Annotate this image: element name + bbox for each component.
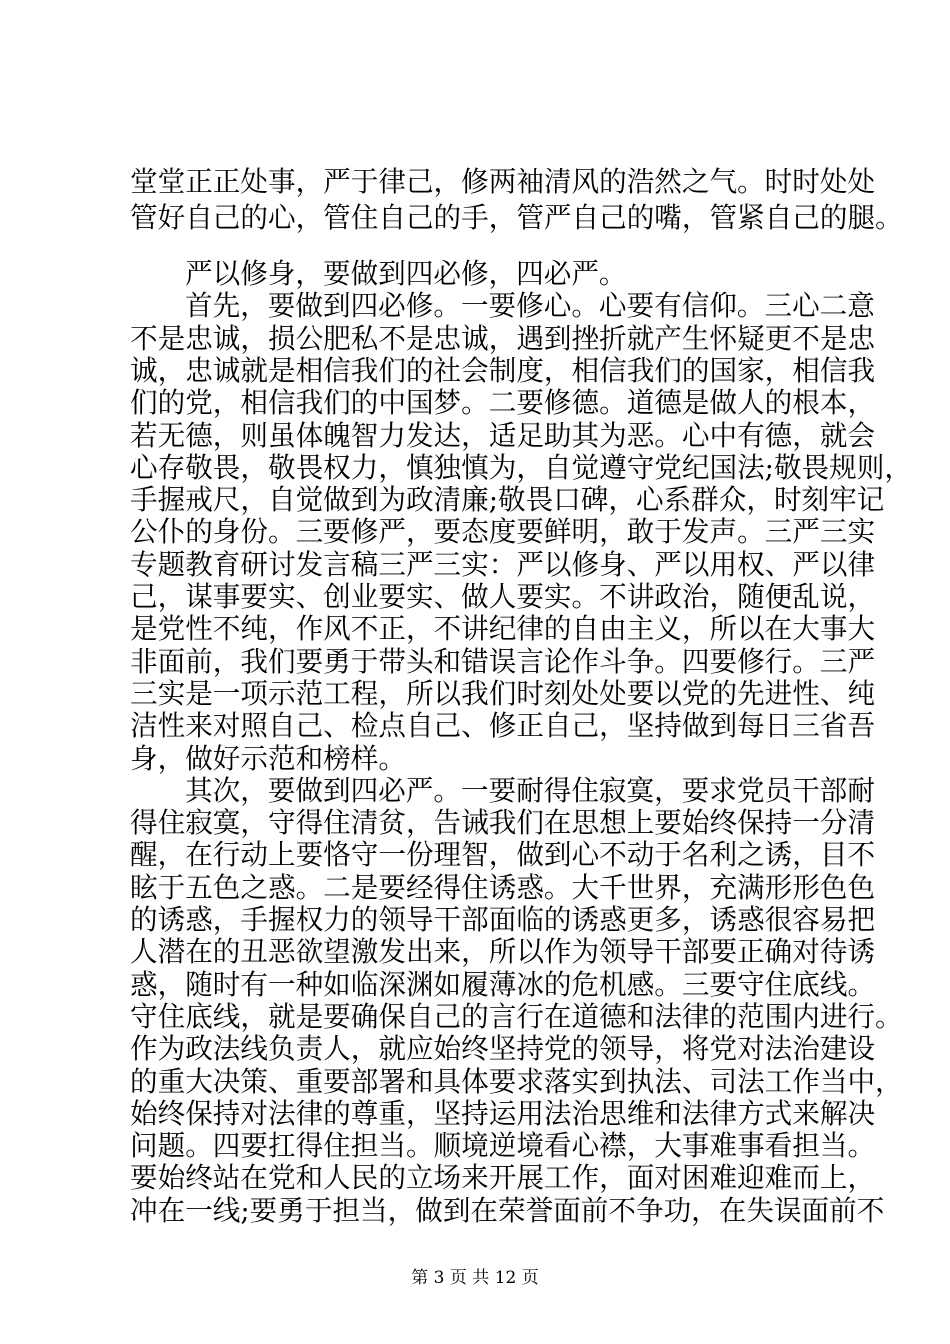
text-line: 管好自己的心，管住自己的手，管严自己的嘴，管紧自己的腿。 — [130, 201, 903, 234]
text-line: 守住底线，就是要确保自己的言行在道德和法律的范围内进行。 — [130, 999, 903, 1033]
text-line: 身，做好示范和榜样。 — [130, 741, 406, 775]
text-line: 公仆的身份。三要修严，要态度要鲜明，敢于发声。三严三实 — [130, 515, 876, 549]
text-line: 非面前，我们要勇于带头和错误言论作斗争。四要修行。三严 — [130, 644, 876, 678]
text-line: 首先，要做到四必修。一要修心。心要有信仰。三心二意 — [185, 289, 875, 323]
page-footer: 第 3 页 共 12 页 — [411, 1268, 539, 1288]
text-line: 的诱惑，手握权力的领导干部面临的诱惑更多，诱惑很容易把 — [130, 903, 876, 936]
text-line: 手握戒尺，自觉做到为政清廉;敬畏口碑，心系群众，时刻牢记 — [130, 483, 885, 517]
text-line: 三实是一项示范工程，所以我们时刻处处要以党的先进性、纯 — [130, 676, 876, 710]
text-line: 冲在一线;要勇于担当，做到在荣誉面前不争功，在失误面前不 — [130, 1193, 885, 1227]
text-line: 洁性来对照自己、检点自己、修正自己，坚持做到每日三省吾 — [130, 709, 876, 743]
text-line: 不是忠诚，损公肥私不是忠诚，遇到挫折就产生怀疑更不是忠 — [130, 321, 876, 355]
text-line: 若无德，则虽体魄智力发达，适足助其为恶。心中有德，就会 — [130, 418, 876, 452]
text-line: 人潜在的丑恶欲望激发出来，所以作为领导干部要正确对待诱 — [130, 935, 876, 969]
text-line: 们的党，相信我们的中国梦。二要修德。道德是做人的根本， — [130, 386, 876, 420]
text-line: 其次，要做到四必严。一要耐得住寂寞，要求党员干部耐 — [185, 773, 875, 807]
text-line: 得住寂寞，守得住清贫，告诫我们在思想上要始终保持一分清 — [130, 806, 876, 840]
text-line: 严以修身，要做到四必修，四必严。 — [185, 257, 627, 290]
text-line: 堂堂正正处事，严于律己，修两袖清风的浩然之气。时时处处 — [130, 165, 876, 198]
text-line: 心存敬畏，敬畏权力，慎独慎为，自觉遵守党纪国法;敬畏规则， — [130, 450, 912, 484]
text-line: 作为政法线负责人，就应始终坚持党的领导，将党对法治建设 — [130, 1032, 876, 1066]
text-line: 是党性不纯，作风不正，不讲纪律的自由主义，所以在大事大 — [130, 612, 876, 646]
text-line: 醒，在行动上要恪守一份理智，做到心不动于名利之诱，目不 — [130, 838, 876, 872]
text-line: 始终保持对法律的尊重，坚持运用法治思维和法律方式来解决 — [130, 1096, 876, 1130]
text-line: 专题教育研讨发言稿三严三实：严以修身、严以用权、严以律 — [130, 547, 876, 581]
text-line: 问题。四要扛得住担当。顺境逆境看心襟，大事难事看担当。 — [130, 1129, 876, 1163]
text-line: 的重大决策、重要部署和具体要求落实到执法、司法工作当中， — [130, 1064, 903, 1098]
text-line: 要始终站在党和人民的立场来开展工作，面对困难迎难而上， — [130, 1161, 876, 1195]
text-line: 己，谋事要实、创业要实、做人要实。不讲政治，随便乱说， — [130, 580, 876, 613]
text-line: 惑，随时有一种如临深渊如履薄冰的危机感。三要守住底线。 — [130, 967, 876, 1001]
text-line: 诚，忠诚就是相信我们的社会制度，相信我们的国家，相信我 — [130, 353, 876, 387]
text-line: 眩于五色之惑。二是要经得住诱惑。大千世界，充满形形色色 — [130, 870, 876, 904]
